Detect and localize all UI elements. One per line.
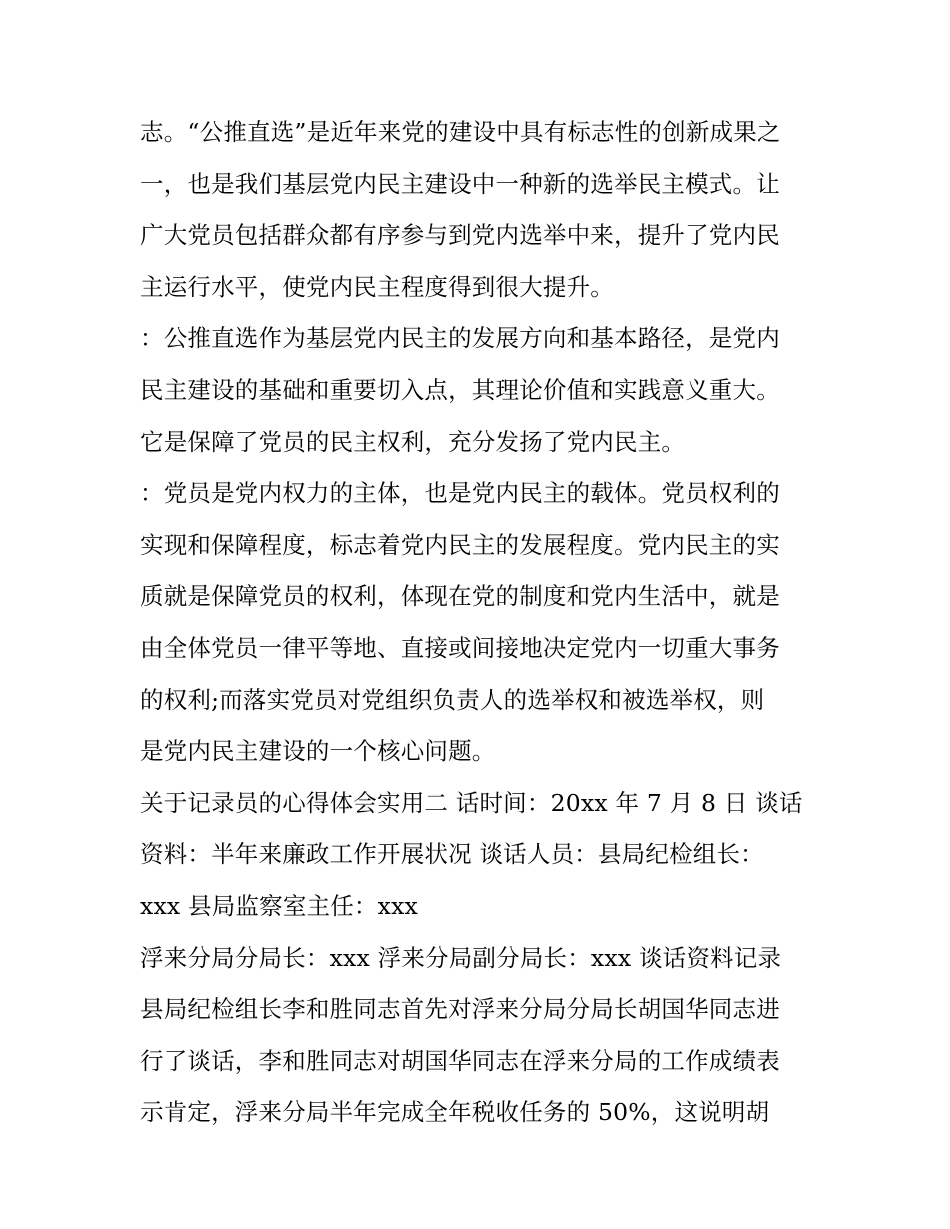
text-line: 广大党员包括群众都有序参与到党内选举中来，提升了党内民 xyxy=(140,221,780,250)
text-line: 实现和保障程度，标志着党内民主的发展程度。党内民主的实 xyxy=(140,530,780,559)
text-line: 质就是保障党员的权利，体现在党的制度和党内生活中，就是 xyxy=(140,582,780,611)
text-line: 主运行水平，使党内民主程度得到很大提升。 xyxy=(140,272,614,301)
text-line: 浮来分局分局长：xxx 浮来分局副分局长：xxx 谈话资料记录 xyxy=(140,943,782,972)
text-line: 是党内民主建设的一个核心问题。 xyxy=(140,737,496,766)
text-line: 民主建设的基础和重要切入点，其理论价值和实践意义重大。 xyxy=(140,375,780,404)
text-line: 资料：半年来廉政工作开展状况 谈话人员：县局纪检组长： xyxy=(140,840,764,869)
text-line: 由全体党员一律平等地、直接或间接地决定党内一切重大事务 xyxy=(140,633,780,662)
text-line: ：公推直选作为基层党内民主的发展方向和基本路径，是党内 xyxy=(140,324,780,353)
text-line: 它是保障了党员的民主权利，充分发扬了党内民主。 xyxy=(140,427,686,456)
text-line: 志。“公推直选”是近年来党的建设中具有标志性的创新成果之 xyxy=(140,118,781,146)
text-line: 关于记录员的心得体会实用二 话时间：20xx 年 7 月 8 日 谈话 xyxy=(140,788,803,817)
text-line: ：党员是党内权力的主体，也是党内民主的载体。党员权利的 xyxy=(140,479,780,508)
document-body-text xyxy=(140,107,820,1139)
text-line: 县局纪检组长李和胜同志首先对浮来分局分局长胡国华同志进 xyxy=(140,995,780,1024)
text-line: xxx 县局监察室主任：xxx xyxy=(140,891,418,920)
text-line: 一，也是我们基层党内民主建设中一种新的选举民主模式。让 xyxy=(140,169,780,198)
text-line: 的权利;而落实党员对党组织负责人的选举权和被选举权，则 xyxy=(140,685,765,714)
text-line: 行了谈话，李和胜同志对胡国华同志在浮来分局的工作成绩表 xyxy=(140,1046,780,1075)
text-line: 示肯定，浮来分局半年完成全年税收任务的 50%，这说明胡 xyxy=(140,1098,770,1127)
